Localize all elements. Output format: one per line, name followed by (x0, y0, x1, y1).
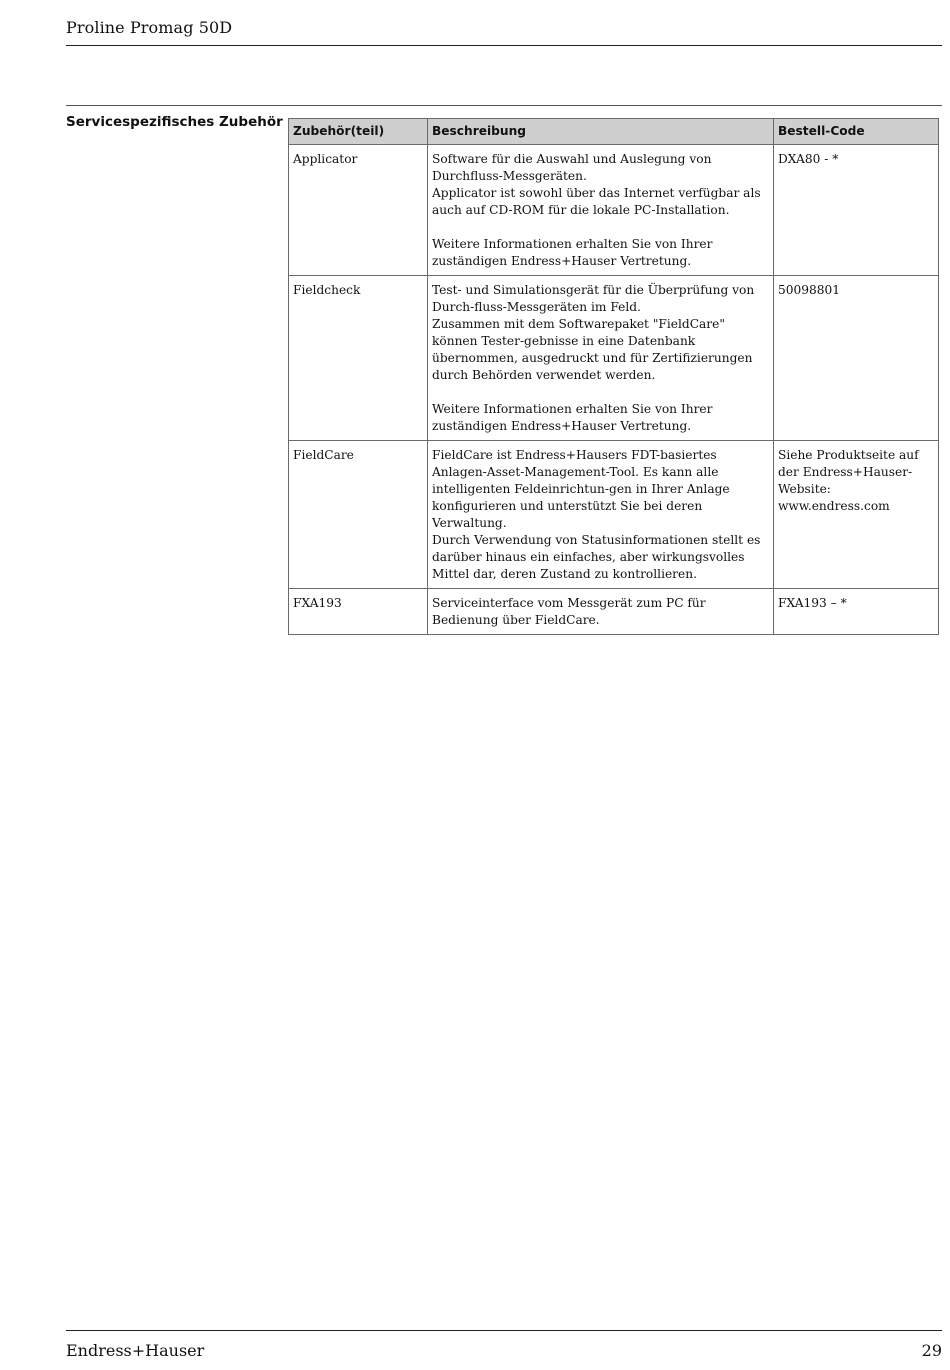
document-header-title: Proline Promag 50D (66, 18, 233, 37)
item-cell: FXA193 (289, 589, 428, 635)
section-divider (66, 105, 942, 106)
footer-divider (66, 1330, 942, 1331)
order-code-cell: FXA193 – * (774, 589, 939, 635)
paragraph-gap (432, 384, 769, 401)
order-code-cell: DXA80 - * (774, 145, 939, 276)
accessories-table (288, 118, 939, 635)
description-paragraph: Weitere Informationen erhalten Sie von Ihrer zuständigen Endress+Hauser Vertretung. (432, 237, 713, 268)
description-cell (428, 276, 774, 441)
column-header-item: Zubehör(teil) (289, 119, 428, 145)
item-cell: FieldCare (289, 441, 428, 589)
description-paragraph: Test- und Simulationsgerät für die Überprüfung von Durch-fluss-Messgeräten im Feld. (432, 283, 755, 314)
description-cell (428, 145, 774, 276)
description-paragraph: FieldCare ist Endress+Hausers FDT-basiertes Anlagen-Asset-Management-Tool. Es kann alle intelligenten Feldeinrichtun-gen in Ihrer Anlage konfigurieren und unterstützt Sie bei deren Verwaltung. (432, 448, 730, 530)
order-code-cell: 50098801 (774, 276, 939, 441)
description-paragraph: Applicator ist sowohl über das Internet verfügbar als auch auf CD-ROM für die lokale PC-Installation. (432, 186, 761, 217)
description-cell (428, 441, 774, 589)
description-paragraph: Serviceinterface vom Messgerät zum PC für Bedienung über FieldCare. (432, 596, 706, 627)
description-paragraph: Weitere Informationen erhalten Sie von Ihrer zuständigen Endress+Hauser Vertretung. (432, 402, 713, 433)
column-header-order-code: Bestell-Code (774, 119, 939, 145)
table-header-row (289, 119, 939, 145)
table-row-fieldcheck (289, 276, 939, 441)
column-header-description: Beschreibung (428, 119, 774, 145)
paragraph-gap (432, 219, 769, 236)
section-heading: Servicespezifisches Zubehör (66, 114, 283, 130)
description-paragraph: Zusammen mit dem Softwarepaket "FieldCare" können Tester-gebnisse in eine Datenbank übernommen, ausgedruckt und für Zertifizierungen durch Behörden verwendet werden. (432, 317, 753, 382)
header-divider (66, 45, 942, 46)
description-cell (428, 589, 774, 635)
item-cell: Fieldcheck (289, 276, 428, 441)
table-row-fxa193 (289, 589, 939, 635)
description-paragraph: Durch Verwendung von Statusinformationen stellt es darüber hinaus ein einfaches, aber wirkungsvolles Mittel dar, deren Zustand zu kontrollieren. (432, 533, 761, 581)
order-code-cell: Siehe Produktseite auf der Endress+Hauser-Website: www.endress.com (774, 441, 939, 589)
table-row-fieldcare (289, 441, 939, 589)
description-paragraph: Software für die Auswahl und Auslegung von Durchfluss-Messgeräten. (432, 152, 712, 183)
page-number: 29 (921, 1341, 942, 1360)
footer-brand: Endress+Hauser (66, 1341, 205, 1360)
table-row-applicator (289, 145, 939, 276)
item-cell: Applicator (289, 145, 428, 276)
